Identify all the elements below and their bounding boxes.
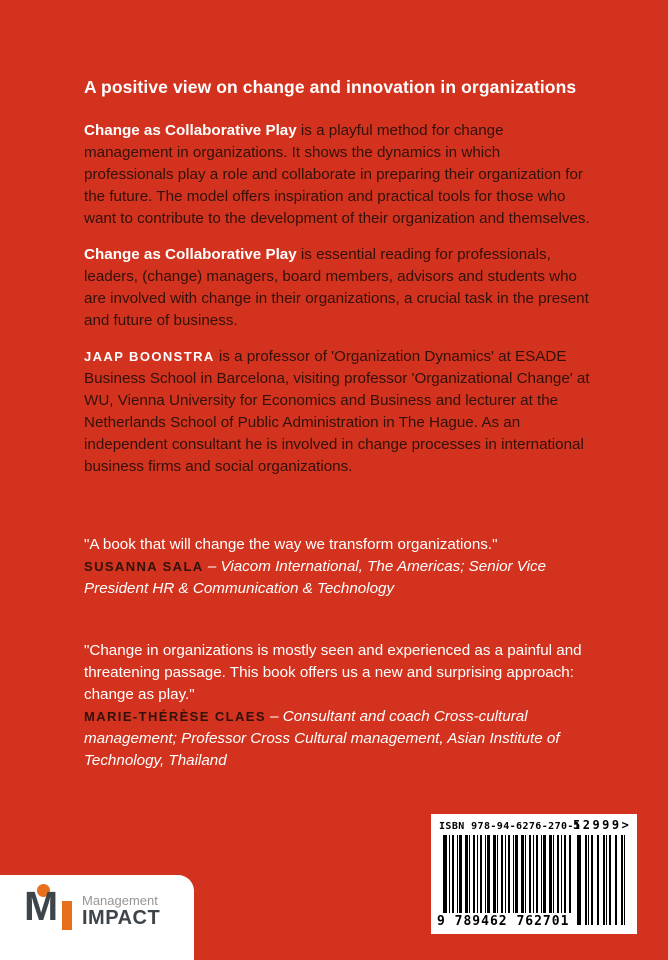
- intro-paragraph: [84, 120, 592, 230]
- logo-monogram-i-bar: [62, 901, 72, 930]
- publisher-name-line1: Management: [82, 893, 158, 908]
- publisher-name-line2: IMPACT: [82, 907, 161, 929]
- testimonial-2-name: MARIE-THÉRÈSE CLAES: [84, 709, 266, 724]
- page-title: A positive view on change and innovation in organizations: [84, 77, 577, 97]
- testimonial-1-attribution: [84, 556, 592, 600]
- book-title-lead: Change as Collaborative Play: [84, 122, 297, 139]
- audience-paragraph-body: is essential reading for professionals, leaders, (change) managers, board members, advisors and students who are involved with change in their organizations, a crucial task in the present and future of business.: [84, 246, 589, 329]
- author-bio-body: is a professor of 'Organization Dynamics' at ESADE Business School in Barcelona, visiting professor 'Organizational Change' at WU, Vienna University for Economics and Business and lecturer at the Netherlands School of Public Administration in The Hague. As an independent consultant he is involved in change processes in international business firms and social organizations.: [84, 348, 590, 475]
- publisher-logo-panel: [0, 875, 194, 960]
- back-cover-text: [84, 76, 592, 772]
- isbn-number: ISBN 978-94-6276-270-1: [439, 821, 581, 832]
- testimonial-1-affiliation: – Viacom International, The Americas; Senior Vice President HR & Communication & Technology: [84, 558, 547, 597]
- testimonial-2-attribution: [84, 706, 592, 772]
- testimonial-1: [84, 534, 592, 600]
- testimonial-1-name: SUSANNA SALA: [84, 559, 204, 574]
- book-title-lead-2: Change as Collaborative Play: [84, 246, 297, 263]
- author-name: JAAP BOONSTRA: [84, 349, 215, 364]
- testimonial-2: [84, 640, 592, 772]
- ean-barcode: [443, 835, 571, 919]
- barcode-price-code: 52999>: [573, 818, 632, 832]
- audience-paragraph: [84, 244, 592, 332]
- testimonial-2-affiliation: – Consultant and coach Cross-cultural management; Professor Cross Cultural management, Asian Institute of Technology, Thailand: [84, 708, 560, 769]
- logo-monogram-m: M: [24, 883, 58, 929]
- ean-digits: 9 789462 762701: [437, 913, 577, 929]
- intro-paragraph-body: is a playful method for change management in organizations. It shows the dynamics in which professionals play a role and collaborate in preparing their organization for the future. The model offers inspiration and practical tools for those who want to contribute to the development of their organization and themselves.: [84, 122, 590, 227]
- isbn-barcode-panel: [431, 814, 637, 934]
- management-impact-logo: [24, 883, 174, 943]
- publisher-name: [82, 893, 160, 929]
- testimonial-2-text: "Change in organizations is mostly seen and experienced as a painful and threatening passage. This book offers us a new and surprising approach: change as play.": [84, 642, 582, 703]
- supplement-barcode: [577, 835, 627, 925]
- testimonial-1-text: "A book that will change the way we transform organizations.": [84, 536, 498, 553]
- author-bio-paragraph: [84, 346, 592, 478]
